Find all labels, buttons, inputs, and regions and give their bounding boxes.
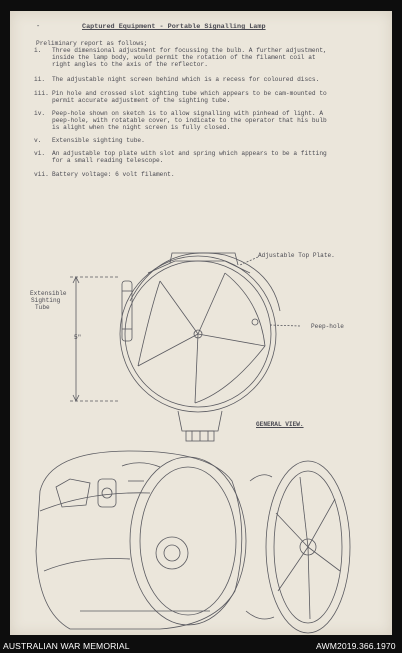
item-line: Peep-hole shown on sketch is to allow signalling with pinhead of light. A (52, 110, 324, 117)
dimension-label: 5" (74, 334, 82, 341)
item-number: iv. (34, 110, 46, 117)
lamp-body-general-view (36, 451, 242, 629)
peep-hole-label: Peep-hole (311, 323, 344, 330)
sighting-tube-label-line: Tube (35, 304, 50, 311)
item-line: Battery voltage: 6 volt filament. (52, 171, 175, 178)
document-title: Captured Equipment - Portable Signalling Lamp (82, 23, 266, 31)
item-line: An adjustable top plate with slot and spring which appears to be a fitting (52, 150, 327, 157)
item-line: permit accurate adjustment of the sighting tube. (52, 97, 231, 104)
item-line: for a small reading telescope. (52, 157, 164, 164)
peep-hole-mark (252, 319, 258, 325)
item-number: v. (34, 137, 42, 144)
preamble: Preliminary report as follows; (36, 40, 148, 47)
general-view-label: GENERAL VIEW. (256, 421, 304, 428)
header-mark: - (36, 23, 41, 31)
top-plate-label: Adjustable Top Plate. (258, 252, 335, 259)
item-number: iii. (34, 90, 49, 97)
lamp-sketch (10, 11, 392, 635)
item-line: inside the lamp body, would permit the rotation of the filament coil at (52, 54, 316, 61)
sighting-tube-label-line: Sighting (31, 297, 61, 304)
sighting-tube-label-line: Extensible (30, 290, 67, 297)
item-number: i. (34, 47, 42, 54)
item-number: ii. (34, 76, 46, 83)
item-number: vi. (34, 150, 46, 157)
item-line: The adjustable night screen behind which is a recess for coloured discs. (52, 76, 320, 83)
item-line: is alight when the night screen is fully closed. (52, 124, 231, 131)
footer-left: AUSTRALIAN WAR MEMORIAL (3, 641, 130, 651)
item-line: Extensible sighting tube. (52, 137, 145, 144)
item-line: Three dimensional adjustment for focussing the bulb. A further adjustment, (52, 47, 327, 54)
item-line: right angles to the axis of the reflector. (52, 61, 208, 68)
item-line: peep-hole, with rotatable cover, to indicate to the operator that his bulb (52, 117, 327, 124)
item-line: Pin hole and crossed slot sighting tube which appears to be cam-mounted to (52, 90, 327, 97)
footer-right: AWM2019.366.1970 (316, 641, 396, 651)
item-number: vii. (34, 171, 49, 178)
sighting-tube-general (98, 479, 116, 507)
